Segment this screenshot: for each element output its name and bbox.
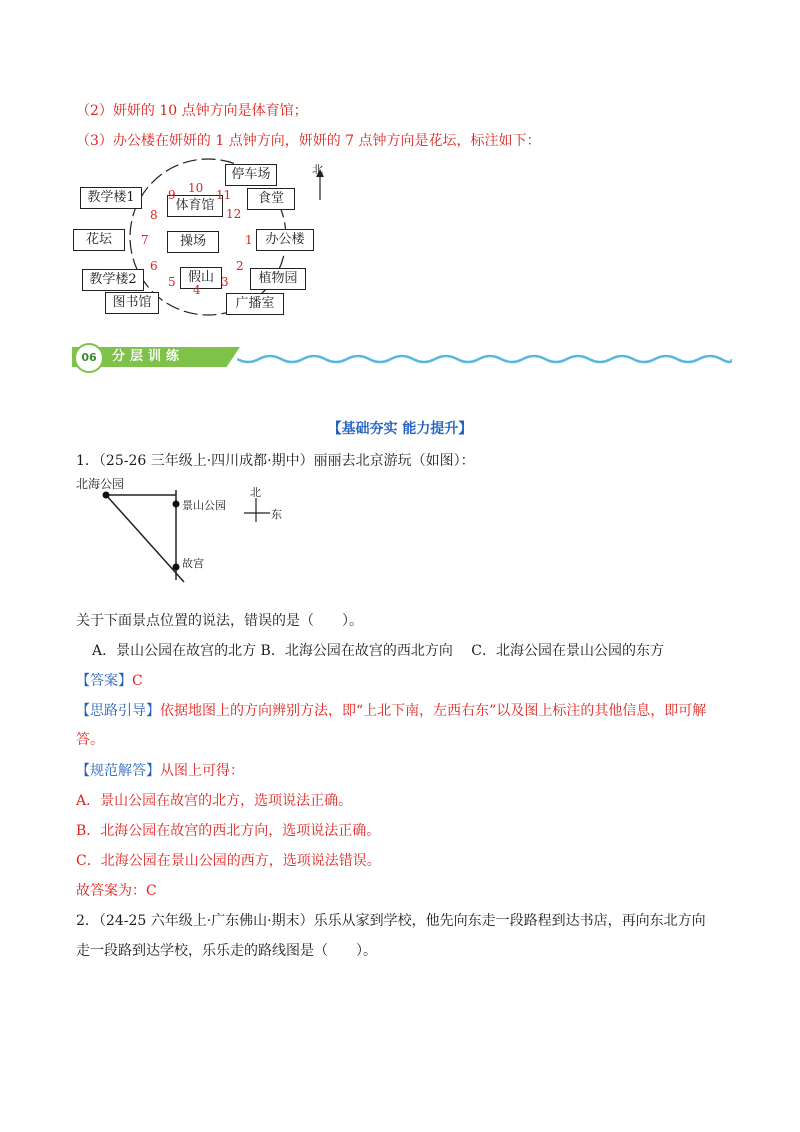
- q2-line-2: 走一段路到达学校，乐乐走的路线图是（ ）。: [76, 943, 377, 959]
- map-label-east: 东: [271, 508, 282, 521]
- clock-number-5: 5: [168, 275, 176, 289]
- clock-number-10: 10: [188, 181, 204, 195]
- q2-line-1: 2．（24-25 六年级上·广东佛山·期末）乐乐从家到学校，他先向东走一段路程到达书店，再向东北方向: [76, 913, 706, 929]
- beijing-map-diagram: [76, 470, 306, 585]
- section-number-badge: 06: [74, 343, 104, 373]
- box-teaching-building-1: 教学楼1: [80, 187, 142, 209]
- box-gym: 体育馆: [167, 195, 223, 217]
- q1-hint-line-1: [76, 701, 706, 721]
- box-library: 图书馆: [105, 292, 159, 314]
- box-parking: 停车场: [225, 164, 277, 186]
- hint-text: 依据地图上的方向辨别方法，即“上北下南，左西右东”以及图上标注的其他信息，即可解: [160, 703, 707, 719]
- solution-line-2: （2）妍妍的 10 点钟方向是体育馆；: [76, 103, 308, 119]
- box-rockery: 假山: [180, 267, 222, 289]
- map-label-gugong: 故宫: [182, 557, 204, 570]
- clock-number-11: 11: [216, 188, 232, 202]
- q1-solution-b: B．北海公园在故宫的西北方向，选项说法正确。: [76, 823, 381, 839]
- answer-value: C: [132, 673, 143, 689]
- box-teaching-building-2: 教学楼2: [82, 269, 144, 291]
- clock-number-12: 12: [226, 207, 242, 221]
- box-botanical-garden: 植物园: [250, 268, 306, 290]
- box-office: 办公楼: [256, 229, 314, 251]
- section-title: 分层训练: [112, 349, 185, 364]
- clock-number-2: 2: [236, 259, 244, 273]
- q1-question: 关于下面景点位置的说法，错误的是（ ）。: [76, 613, 363, 629]
- clock-number-7: 7: [141, 233, 149, 247]
- q1-final-answer: 故答案为：C: [76, 883, 157, 899]
- q1-solution-c: C．北海公园在景山公园的西方，选项说法错误。: [76, 853, 381, 869]
- clock-number-8: 8: [150, 208, 158, 222]
- section-banner: [72, 343, 732, 371]
- solution-tag: 【规范解答】: [76, 763, 160, 779]
- q1-solution-header: [76, 761, 244, 781]
- subheading: 【基础夯实 能力提升】: [327, 421, 473, 437]
- box-playground: 操场: [167, 231, 219, 253]
- clock-number-9: 9: [168, 188, 176, 202]
- box-flower-bed: 花坛: [73, 229, 125, 251]
- q1-stem: 1．（25-26 三年级上·四川成都·期中）丽丽去北京游玩（如图）：: [76, 453, 475, 469]
- q1-solution-a: A．景山公园在故宫的北方，选项说法正确。: [76, 793, 353, 809]
- box-broadcast-room: 广播室: [226, 293, 284, 315]
- map-label-jingshan: 景山公园: [182, 499, 226, 512]
- hint-tag: 【思路引导】: [76, 703, 160, 719]
- q1-hint-line-2: 答。: [76, 732, 104, 748]
- clock-diagram: [70, 155, 340, 320]
- clock-number-4: 4: [193, 283, 201, 297]
- answer-tag: 【答案】: [76, 673, 132, 689]
- clock-number-6: 6: [150, 259, 158, 273]
- solution-line-3: （3）办公楼在妍妍的 1 点钟方向，妍妍的 7 点钟方向是花坛，标注如下：: [76, 133, 541, 149]
- q1-answer: [76, 671, 143, 691]
- map-label-beihai: 北海公园: [76, 477, 125, 491]
- solution-intro: 从图上可得：: [160, 763, 244, 779]
- clock-number-1: 1: [245, 233, 253, 247]
- clock-number-3: 3: [221, 275, 229, 289]
- wave-decoration: [237, 353, 732, 367]
- north-label: 北: [312, 163, 323, 176]
- box-canteen: 食堂: [247, 188, 295, 210]
- q1-options: A．景山公园在故宫的北方 B．北海公园在故宫的西北方向 C．北海公园在景山公园的东方: [92, 643, 665, 659]
- map-label-north: 北: [250, 486, 261, 499]
